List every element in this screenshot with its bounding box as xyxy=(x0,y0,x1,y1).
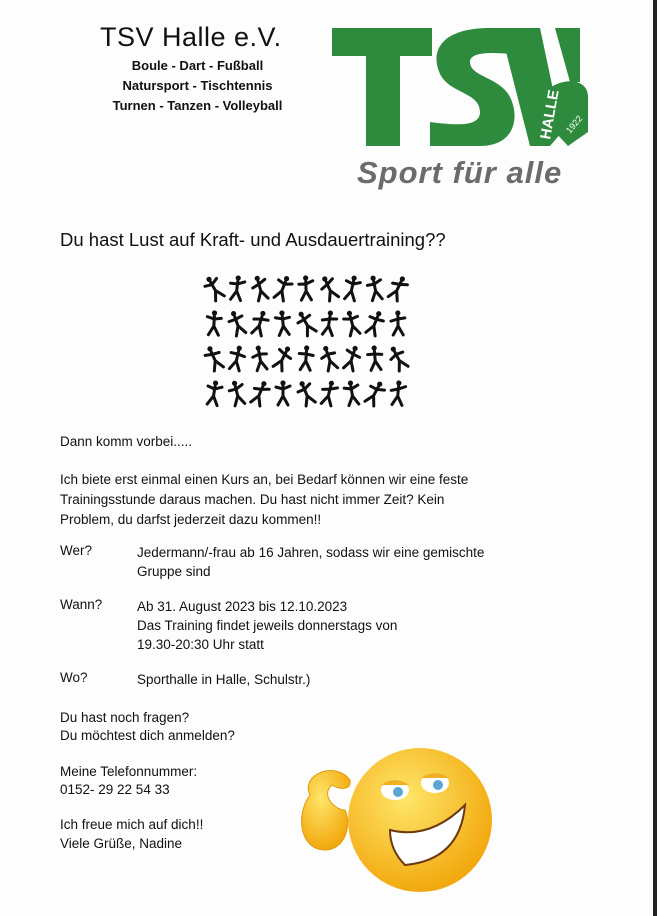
athlete-pictogram-icon xyxy=(294,309,318,337)
athlete-pictogram-icon xyxy=(367,345,383,371)
phone-number: 0152- 29 22 54 33 xyxy=(60,782,170,797)
athlete-pictogram-icon xyxy=(250,309,271,337)
athlete-pictogram-icon xyxy=(227,379,247,406)
athlete-pictogram-icon xyxy=(250,274,270,302)
headline: Du hast Lust auf Kraft- und Ausdauertraining?? xyxy=(60,229,446,250)
athlete-pictogram-icon xyxy=(364,309,386,337)
athlete-pictogram-icon xyxy=(319,379,339,406)
logo-side-text: HALLE xyxy=(537,88,563,141)
flexing-smiley-icon xyxy=(290,735,500,905)
athlete-pictogram-icon xyxy=(390,380,406,406)
athlete-pictogram-icon xyxy=(318,344,339,372)
athlete-pictogram-icon xyxy=(227,344,246,371)
athlete-pictogram-icon xyxy=(229,275,246,301)
who-value: Jedermann/-frau ab 16 Jahren, sodass wir eine gemischte xyxy=(137,545,485,560)
athlete-pictogram-icon xyxy=(271,344,295,372)
tsv-logo xyxy=(330,22,590,152)
athlete-pictogram-icon xyxy=(320,310,337,336)
athlete-pictogram-icon xyxy=(298,345,314,371)
when-value: Das Training findet jeweils donnerstags von xyxy=(137,618,398,633)
paragraph-line: Trainingsstunde daraus machen. Du hast nicht immer Zeit? Kein xyxy=(60,492,445,507)
athlete-pictogram-icon xyxy=(386,344,410,372)
athlete-pictogram-icon xyxy=(249,379,271,407)
signature: Viele Grüße, Nadine xyxy=(60,836,183,851)
when-value: Ab 31. August 2023 bis 12.10.2023 xyxy=(137,599,348,614)
athlete-pictogram-icon xyxy=(343,274,362,301)
athlete-pictogram-icon xyxy=(206,310,221,335)
athlete-pictogram-icon xyxy=(342,309,362,336)
athlete-pictogram-icon xyxy=(363,379,387,407)
paragraph-line: Problem, du darfst jederzeit dazu kommen!! xyxy=(60,512,322,527)
sports-line: Boule - Dart - Fußball xyxy=(131,58,264,73)
slogan: Sport für alle xyxy=(357,155,563,190)
when-label: Wann? xyxy=(60,597,103,612)
phone-label: Meine Telefonnummer: xyxy=(60,764,198,779)
intro-text: Dann komm vorbei..... xyxy=(60,434,193,449)
paragraph-line: Ich biete erst einmal einen Kurs an, bei Bedarf können wir eine feste xyxy=(60,472,469,487)
window-edge xyxy=(653,0,657,916)
athlete-pictogram-icon xyxy=(205,379,223,405)
athlete-pictogram-icon xyxy=(342,344,363,372)
athlete-pictogram-icon xyxy=(366,274,384,301)
athlete-pictogram-icon xyxy=(343,379,361,405)
sports-line: Natursport - Tischtennis xyxy=(122,78,273,93)
where-value: Sporthalle in Halle, Schulstr.) xyxy=(137,672,311,687)
where-label: Wo? xyxy=(60,670,88,685)
athlete-pictogram-icon xyxy=(391,310,405,335)
sport-pictograms xyxy=(203,272,413,408)
question-line: Du möchtest dich anmelden? xyxy=(60,728,235,743)
athlete-pictogram-icon xyxy=(203,274,226,302)
sports-line: Turnen - Tanzen - Volleyball xyxy=(112,98,283,113)
athlete-pictogram-icon xyxy=(276,380,290,405)
who-label: Wer? xyxy=(60,543,93,558)
athlete-pictogram-icon xyxy=(203,344,225,372)
logo-year: 1922 xyxy=(563,113,585,136)
who-value: Gruppe sind xyxy=(137,564,211,579)
athlete-pictogram-icon xyxy=(386,274,409,302)
club-name: TSV Halle e.V. xyxy=(100,22,282,52)
closing-line: Ich freue mich auf dich!! xyxy=(60,817,204,832)
athlete-pictogram-icon xyxy=(251,344,269,371)
athlete-pictogram-icon xyxy=(275,310,291,336)
athlete-pictogram-icon xyxy=(272,274,294,302)
athlete-pictogram-icon xyxy=(295,379,317,407)
when-value: 19.30-20:30 Uhr statt xyxy=(137,637,264,652)
question-line: Du hast noch fragen? xyxy=(60,710,190,725)
athlete-pictogram-icon xyxy=(226,309,248,337)
athlete-pictogram-icon xyxy=(317,274,340,302)
athlete-pictogram-icon xyxy=(299,275,314,300)
